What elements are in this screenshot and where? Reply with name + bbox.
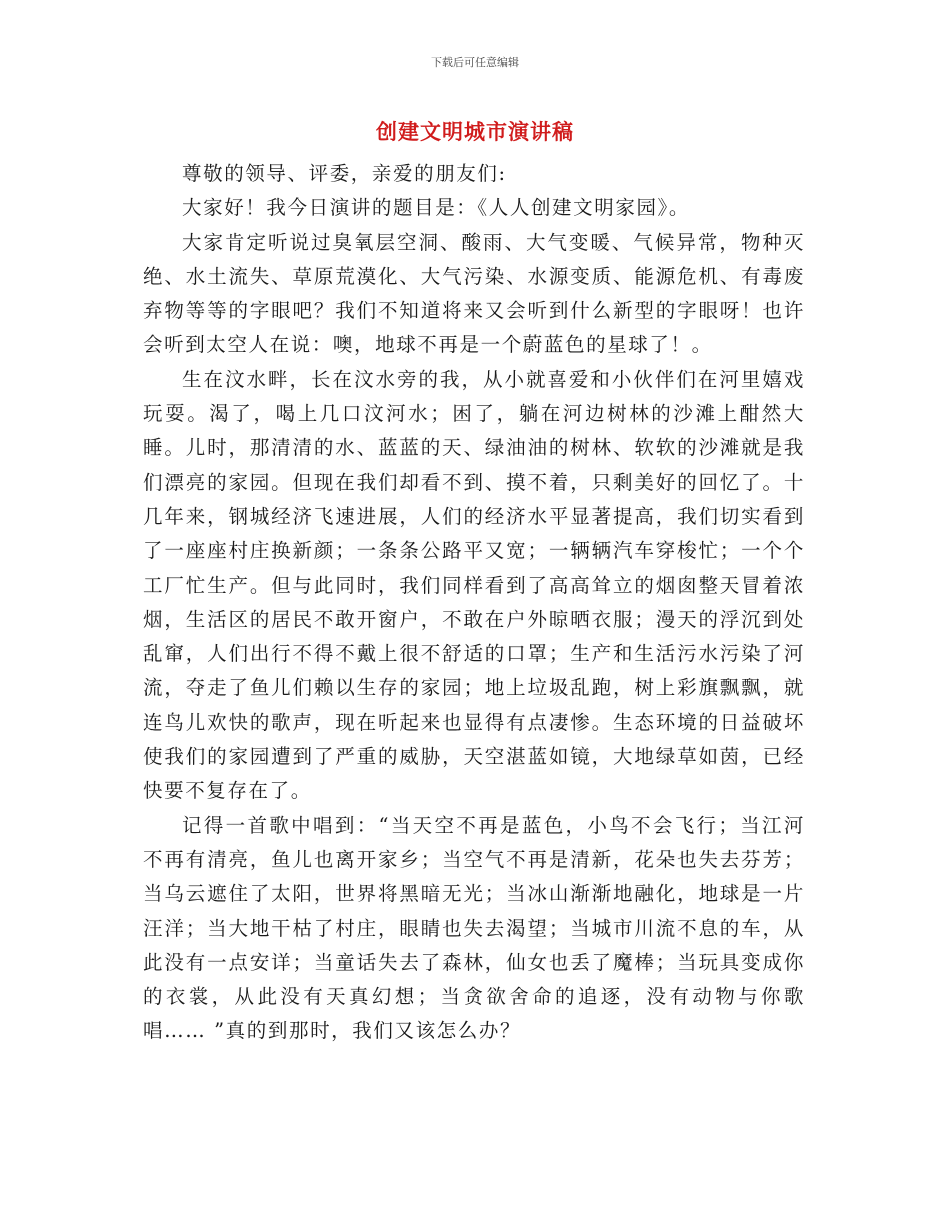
body-paragraph: 大家肯定听说过臭氧层空洞、酸雨、大气变暖、气候异常，物种灭绝、水土流失、草原荒漠化、大气污染、水源变质、能源危机、有毒废弃物等等的字眼吧？我们不知道将来又会听到什么新型的字眼呀！也许会听到太空人在说：噢，地球不再是一个蔚蓝色的星球了！。 (143, 230, 805, 357)
body-paragraph: 记得一首歌中唱到：“当天空不再是蓝色，小鸟不会飞行；当江河不再有清亮，鱼儿也离开家乡；当空气不再是清新，花朵也失去芬芳；当乌云遮住了太阳，世界将黑暗无光；当冰山渐渐地融化，地球是一片汪洋；当大地干枯了村庄，眼睛也失去渴望；当城市川流不息的车，从此没有一点安详；当童话失去了森林，仙女也丢了魔棒；当玩具变成你的衣裳，从此没有天真幻想；当贪欲舍命的追逐，没有动物与你歌唱…… ”真的到那时，我们又该怎么办？ (143, 813, 805, 1043)
greeting-paragraph: 大家好！我今日演讲的题目是：《人人创建文明家园》。 (182, 196, 691, 220)
salutation-paragraph: 尊敬的领导、评委，亲爱的朋友们: (182, 162, 507, 185)
page-header-note: 下载后可任意编辑 (431, 56, 519, 69)
document-body (143, 157, 805, 1049)
body-paragraph: 生在汶水畔，长在汶水旁的我，从小就喜爱和小伙伴们在河里嬉戏玩耍。渴了，喝上几口汶河水；困了，躺在河边树林的沙滩上酣然大睡。儿时，那清清的水、蓝蓝的天、绿油油的树林、软软的沙滩就是我们漂亮的家园。但现在我们却看不到、摸不着，只剩美好的回忆了。十几年来，钢城经济飞速进展，人们的经济水平显著提高，我们切实看到了一座座村庄换新颜；一条条公路平又宽；一辆辆汽车穿梭忙；一个个工厂忙生产。但与此同时，我们同样看到了高高耸立的烟囱整天冒着浓烟，生活区的居民不敢开窗户，不敢在户外晾晒衣服；漫天的浮沉到处乱窜，人们出行不得不戴上很不舒适的口罩；生产和生活污水污染了河流，夺走了鱼儿们赖以生存的家园；地上垃圾乱跑，树上彩旗飘飘，就连鸟儿欢快的歌声，现在听起来也显得有点凄惨。生态环境的日益破坏使我们的家园遭到了严重的威胁，天空湛蓝如镜，大地绿草如茵，已经快要不复存在了。 (143, 367, 805, 803)
document-title: 创建文明城市演讲稿 (376, 120, 574, 144)
